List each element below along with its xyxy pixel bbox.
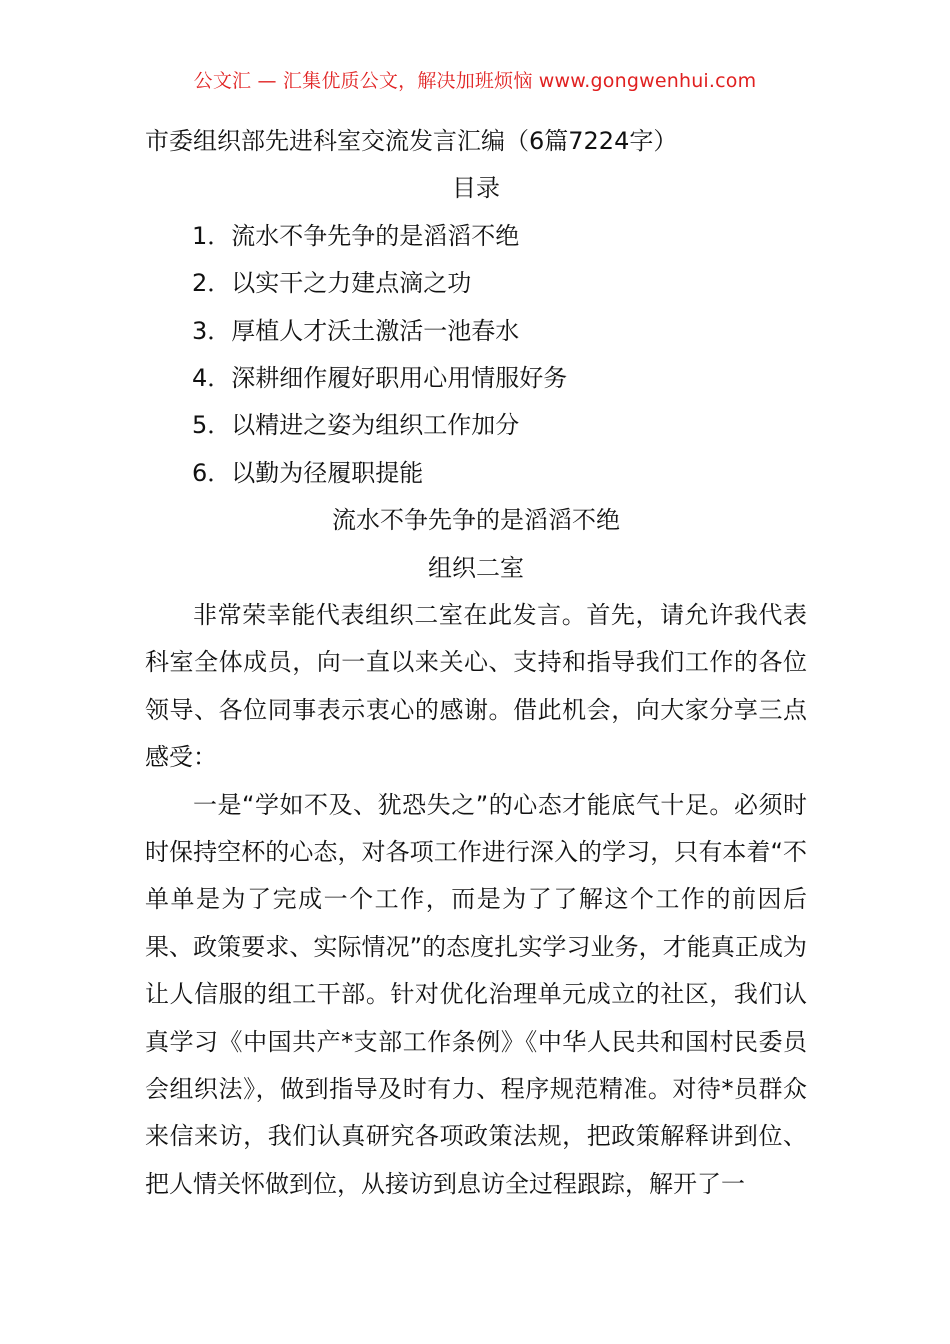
toc-heading: 目录 (452, 174, 500, 203)
toc-item: 1．流水不争先争的是滔滔不绝 (192, 221, 520, 250)
article-department: 组织二室 (428, 553, 524, 582)
article-body (145, 592, 807, 1208)
body-paragraph: 非常荣幸能代表组织二室在此发言。首先，请允许我代表科室全体成员，向一直以来关心、支持和指导我们工作的各位领导、各位同事表示衷心的感谢。借此机会，向大家分享三点感受： (145, 600, 807, 772)
table-of-contents (145, 213, 807, 497)
toc-item: 5．以精进之姿为组织工作加分 (192, 411, 520, 440)
toc-item: 3．厚植人才沃土激活一池春水 (192, 316, 520, 345)
article-title: 流水不争先争的是滔滔不绝 (332, 506, 620, 535)
toc-item: 6．以勤为径履职提能 (192, 458, 424, 487)
site-header-banner: 公文汇 — 汇集优质公文，解决加班烦恼 www.gongwenhui.com (193, 70, 757, 92)
body-paragraph: 一是“学如不及、犹恐失之”的心态才能底气十足。必须时时保持空杯的心态，对各项工作进行深入的学习，只有本着“不单单是为了完成一个工作，而是为了了解这个工作的前因后果、政策要求、实际情况”的态度扎实学习业务，才能真正成为让人信服的组工干部。针对优化治理单元成立的社区，我们认真学习《中国共产*支部工作条例》《中华人民共和国村民委员会组织法》，做到指导及时有力、程序规范精准。对待*员群众来信来访，我们认真研究各项政策法规，把政策解释讲到位、把人情关怀做到位，从接访到息访全过程跟踪，解开了一 (145, 790, 807, 1198)
toc-item: 4．深耕细作履好职用心用情服好务 (192, 363, 568, 392)
toc-item: 2．以实干之力建点滴之功 (192, 269, 472, 298)
document-body (145, 118, 807, 1208)
document-title: 市委组织部先进科室交流发言汇编（6篇7224字） (145, 127, 678, 155)
